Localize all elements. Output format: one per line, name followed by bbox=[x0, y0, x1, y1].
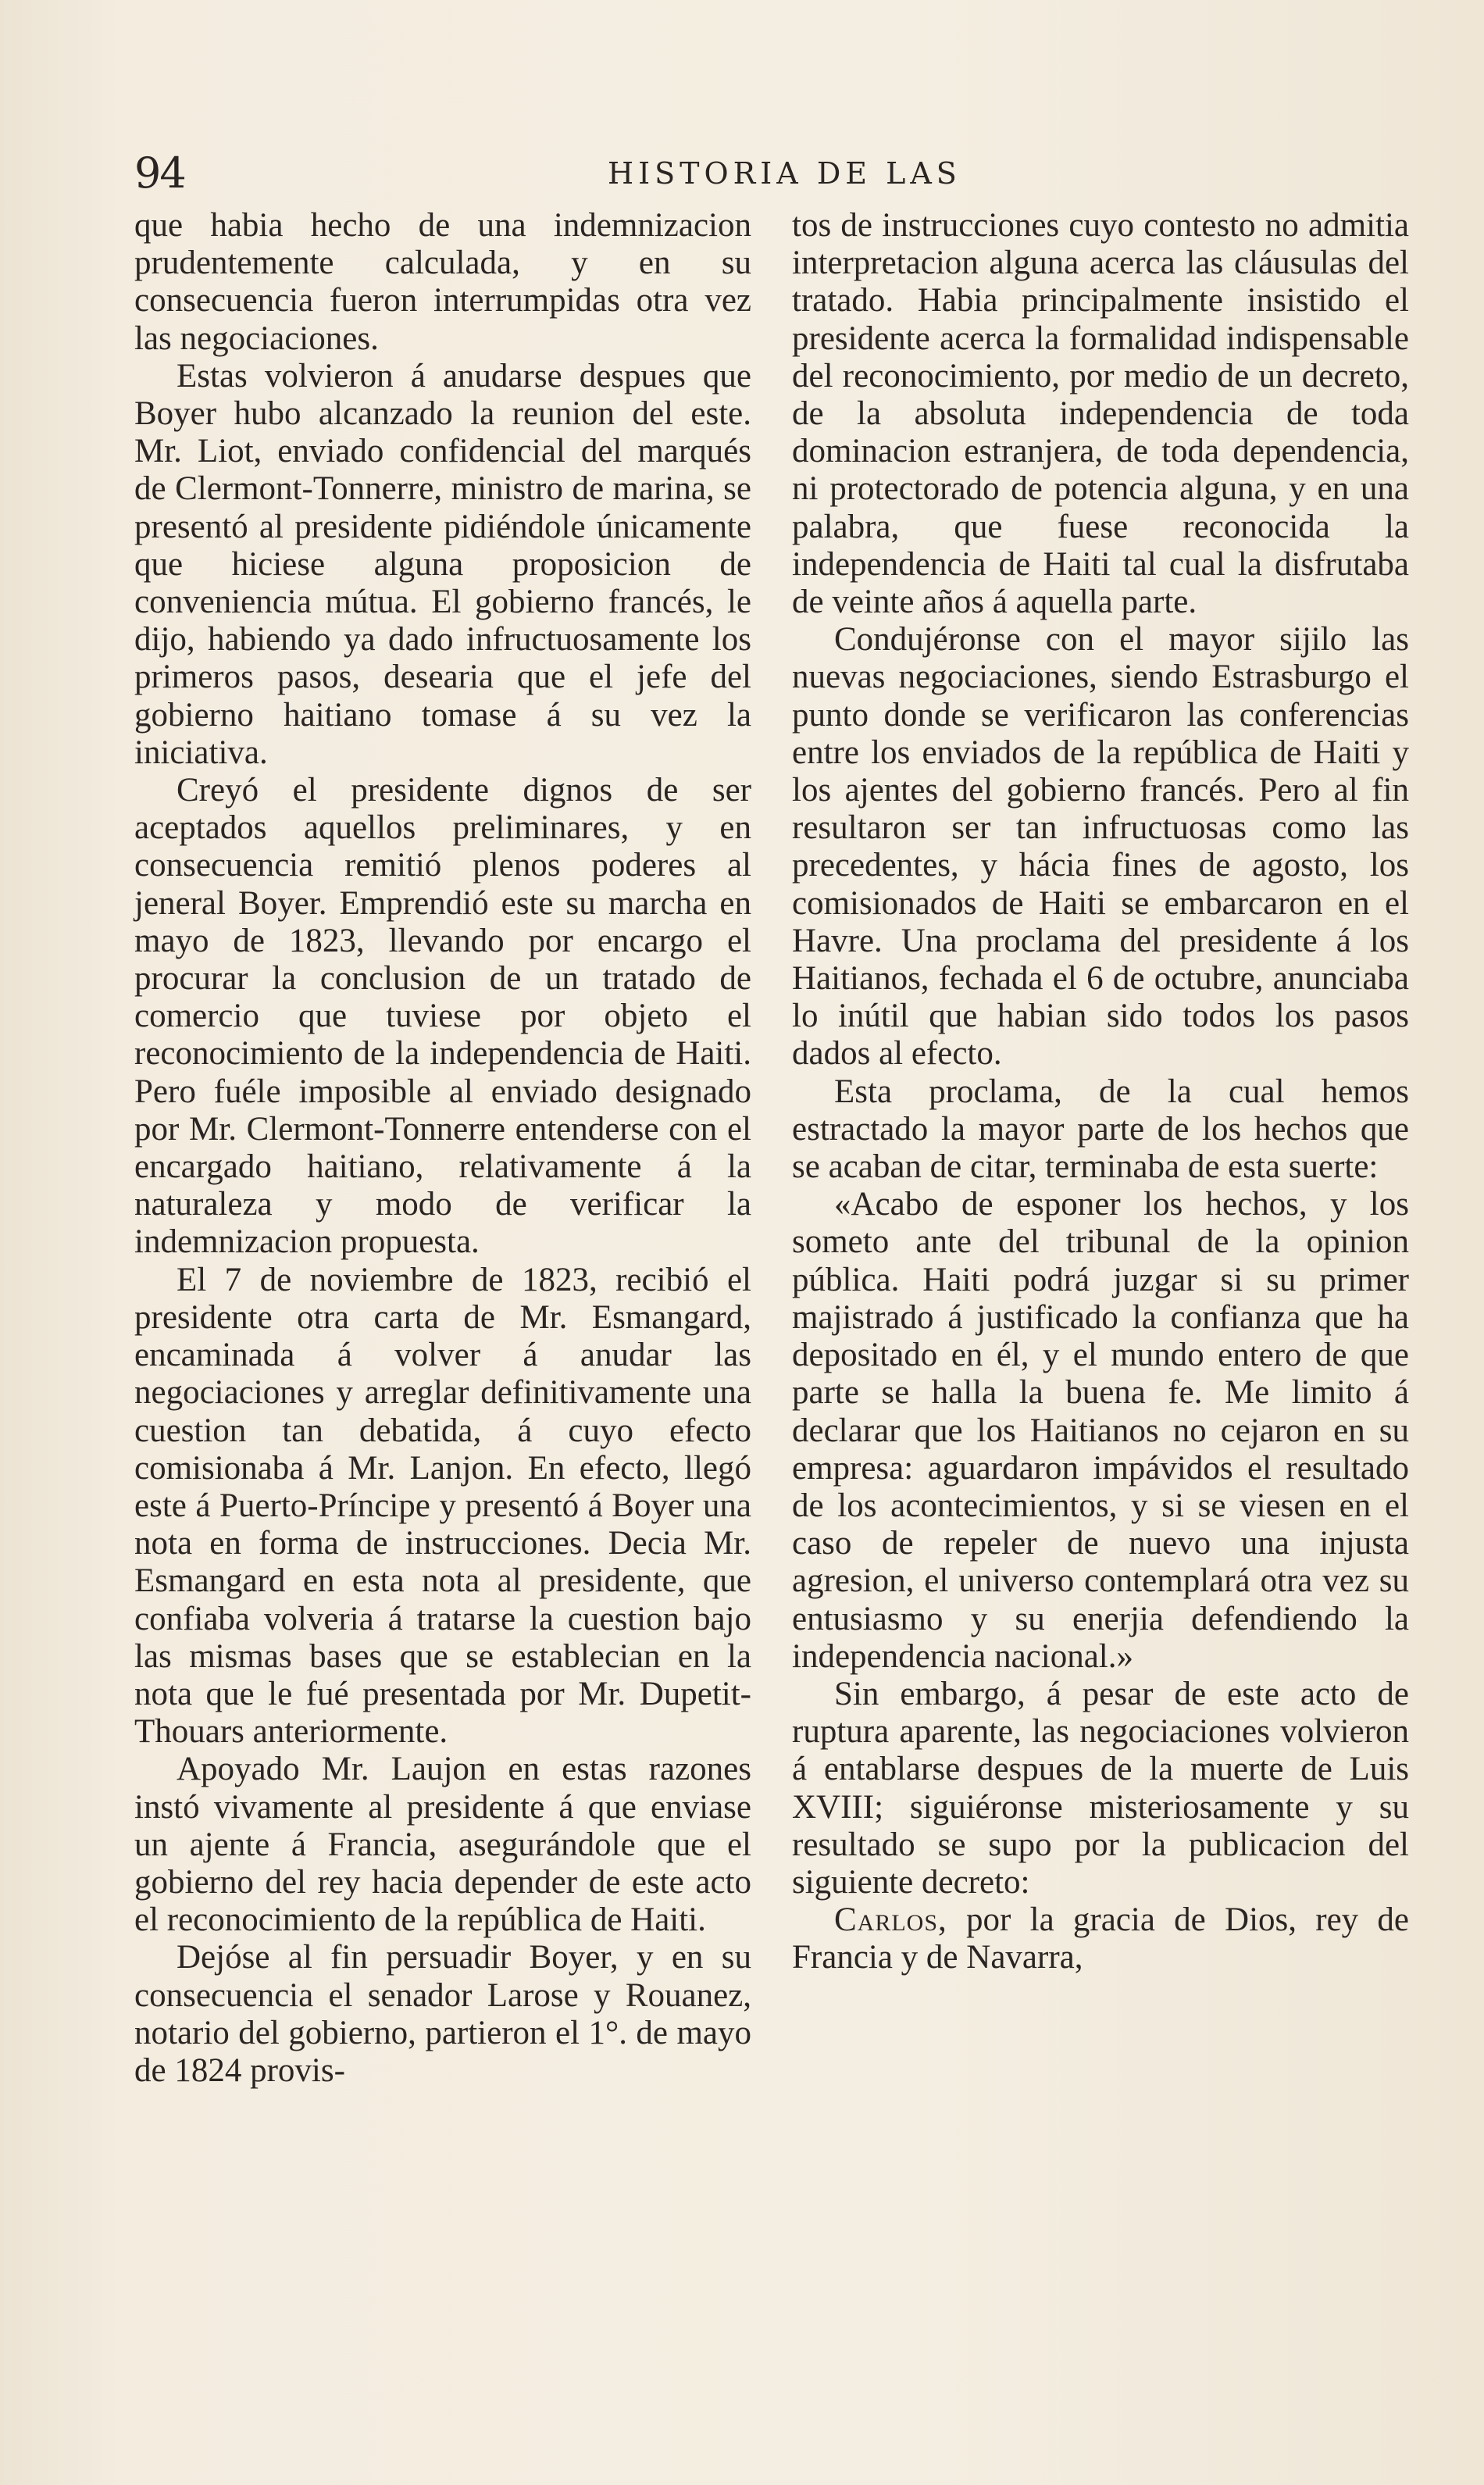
paragraph: Esta proclama, de la cual hemos estractado la mayor parte de los hechos que se acaban de citar, terminaba de esta suerte: bbox=[792, 1073, 1409, 1186]
paragraph: Condujéronse con el mayor sijilo las nuevas negociaciones, siendo Estrasburgo el punto donde se verificaron las conferencias entre los enviados de la república de Haiti y los ajentes del gobierno francés. Pero al fin resultaron ser tan infructuosas como las precedentes, y hácia fines de agosto, los comisionados de Haiti se embarcaron en el Havre. Una proclama del presidente á los Haitianos, fechada el 6 de octubre, anunciaba lo inútil que habian sido todos los pasos dados al efecto. bbox=[792, 621, 1409, 1073]
page-header bbox=[134, 148, 1415, 211]
left-column bbox=[134, 207, 751, 2090]
decree-opening-text: por la gracia de Dios, rey de Francia y de Navarra, bbox=[792, 1901, 1410, 1976]
paragraph: Estas volvieron á anudarse despues que Boyer hubo alcanzado la reunion del este. Mr. Liot, enviado confidencial del marqués de Clermont-Tonnerre, ministro de marina, se presentó al presidente pidiéndole únicamente que hiciese alguna proposicion de conveniencia mútua. El gobierno francés, le dijo, habiendo ya dado infructuosamente los primeros pasos, desearia que el jefe del gobierno haitiano tomase á su vez la iniciativa. bbox=[134, 357, 751, 771]
quoted-proclamation: «Acabo de esponer los hechos, y los someto ante del tribunal de la opinion pública. Haiti podrá juzgar si su primer majistrado á justificado la confianza que ha depositado en él, y el mundo entero de que parte se halla la buena fe. Me limito á declarar que los Haitianos no cejaron en su empresa: aguardaron impávidos el resultado de los acontecimientos, y si se viesen en el caso de repeler de nuevo una injusta agresion, el universo contemplará otra vez su entusiasmo y su enerjia defendiendo la independencia nacional.» bbox=[792, 1186, 1409, 1675]
paragraph: Sin embargo, á pesar de este acto de ruptura aparente, las negociaciones volvieron á entablarse despues de la muerte de Luis XVIII; siguiéronse misteriosamente y su resultado se supo por la publicacion del siguiente decreto: bbox=[792, 1675, 1409, 1901]
paragraph: Dejóse al fin persuadir Boyer, y en su consecuencia el senador Larose y Rouanez, notario del gobierno, partieron el 1°. de mayo de 1824 provis- bbox=[134, 1939, 751, 2089]
right-column bbox=[792, 207, 1409, 1977]
paragraph: Apoyado Mr. Laujon en estas razones instó vivamente al presidente á que enviase un ajente á Francia, asegurándole que el gobierno del rey hacia depender de este acto el reconocimiento de la república de Haiti. bbox=[134, 1751, 751, 1939]
running-head: HISTORIA DE LAS bbox=[608, 156, 961, 191]
page-number: 94 bbox=[134, 148, 185, 198]
paragraph: tos de instrucciones cuyo contesto no admitia interpretacion alguna acerca las cláusulas del tratado. Habia principalmente insistido el presidente acerca la formalidad indispensable del reconocimiento, por medio de un decreto, de la absoluta independencia de toda dominacion estranjera, de toda dependencia, ni protectorado de potencia alguna, y en una palabra, que fuese reconocida la independencia de Haiti tal cual la disfrutaba de veinte años á aquella parte. bbox=[792, 207, 1409, 621]
paragraph: que habia hecho de una indemnizacion prudentemente calculada, y en su consecuencia fueron interrumpidas otra vez las negociaciones. bbox=[134, 207, 751, 357]
decree-king-name: Carlos, bbox=[834, 1901, 947, 1939]
decree-opening bbox=[792, 1901, 1409, 1976]
paragraph: El 7 de noviembre de 1823, recibió el presidente otra carta de Mr. Esmangard, encaminada á volver á anudar las negociaciones y arreglar definitivamente una cuestion tan debatida, á cuyo efecto comisionaba á Mr. Lanjon. En efecto, llegó este á Puerto-Príncipe y presentó á Boyer una nota en forma de instrucciones. Decia Mr. Esmangard en esta nota al presidente, que confiaba volveria á tratarse la cuestion bajo las mismas bases que se establecian en la nota que le fué presentada por Mr. Dupetit-Thouars anteriormente. bbox=[134, 1261, 751, 1751]
paragraph: Creyó el presidente dignos de ser aceptados aquellos preliminares, y en consecuencia remitió plenos poderes al jeneral Boyer. Emprendió este su marcha en mayo de 1823, llevando por encargo el procurar la conclusion de un tratado de comercio que tuviese por objeto el reconocimiento de la independencia de Haiti. Pero fuéle imposible al enviado designado por Mr. Clermont-Tonnerre entenderse con el encargado haitiano, relativamente á la naturaleza y modo de verificar la indemnizacion propuesta. bbox=[134, 772, 751, 1261]
